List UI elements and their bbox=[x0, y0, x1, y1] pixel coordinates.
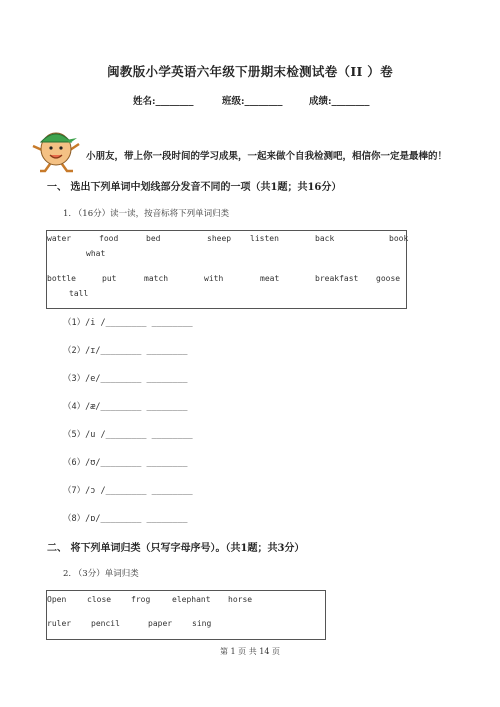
answer-line-7: （7）/ɔ /________ ________ bbox=[63, 486, 193, 496]
word: meat bbox=[260, 274, 280, 283]
word: bottle bbox=[47, 274, 76, 283]
question-2: 2. （3分）单词归类 bbox=[63, 569, 139, 579]
word: Open bbox=[47, 595, 67, 604]
word: food bbox=[99, 234, 119, 243]
word: ruler bbox=[47, 619, 72, 628]
answer-line-1: （1）/i /________ ________ bbox=[63, 318, 193, 328]
word: match bbox=[144, 274, 169, 283]
page-title: 闽教版小学英语六年级下册期末检测试卷（II ）卷 bbox=[107, 64, 393, 79]
answer-line-4: （4）/æ/________ ________ bbox=[63, 402, 188, 412]
word: pencil bbox=[91, 619, 120, 628]
class-field: 班级:________ bbox=[222, 96, 283, 107]
word: book bbox=[389, 234, 409, 243]
word: horse bbox=[228, 595, 253, 604]
cartoon-boy-icon bbox=[30, 124, 82, 174]
greeting-text: 小朋友，带上你一段时间的学习成果，一起来做个自我检测吧，相信你一定是最棒的！ bbox=[86, 151, 448, 162]
answer-line-5: （5）/u /________ ________ bbox=[63, 430, 193, 440]
section-2-heading: 二、 将下列单词归类（只写字母序号）。（共1题；共3分） bbox=[47, 543, 305, 554]
word: back bbox=[315, 234, 335, 243]
word: bed bbox=[146, 234, 161, 243]
word: paper bbox=[148, 619, 173, 628]
section-1-heading: 一、 选出下列单词中划线部分发音不同的一项（共1题；共16分） bbox=[47, 182, 342, 193]
page-footer: 第 1 页 共 14 页 bbox=[220, 647, 280, 656]
word: with bbox=[204, 274, 224, 283]
answer-line-2: （2）/ɪ/________ ________ bbox=[63, 346, 188, 356]
word: close bbox=[87, 595, 112, 604]
word: listen bbox=[250, 234, 279, 243]
word: put bbox=[102, 274, 117, 283]
word: water bbox=[47, 234, 72, 243]
word: breakfast bbox=[315, 274, 359, 283]
word: goose bbox=[376, 274, 401, 283]
word: frog bbox=[131, 595, 151, 604]
word-box-2 bbox=[46, 590, 326, 640]
word: elephant bbox=[172, 595, 211, 604]
name-field: 姓名:________ bbox=[133, 96, 194, 107]
answer-line-8: （8）/ɒ/________ ________ bbox=[63, 514, 188, 524]
word: what bbox=[86, 249, 106, 258]
answer-line-6: （6）/ʊ/________ ________ bbox=[63, 458, 188, 468]
word: tall bbox=[69, 289, 89, 298]
question-1: 1. （16分）读一读，按音标将下列单词归类 bbox=[63, 209, 230, 219]
word: sing bbox=[192, 619, 212, 628]
word: sheep bbox=[207, 234, 232, 243]
answer-line-3: （3）/e/________ ________ bbox=[63, 374, 188, 384]
word-box-1 bbox=[46, 230, 407, 309]
score-field: 成绩:________ bbox=[309, 96, 370, 107]
